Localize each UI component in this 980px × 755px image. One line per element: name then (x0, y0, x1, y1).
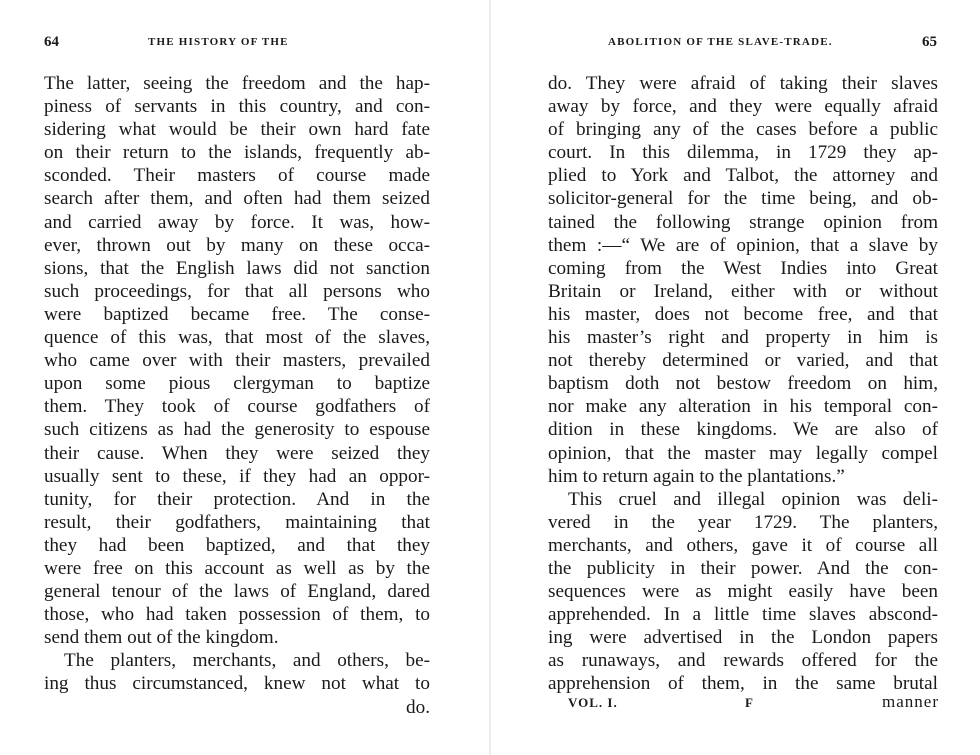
text-line: ing thus circumstanced, knew not what to (44, 673, 430, 695)
text-line: his master, does not become free, and that (548, 303, 938, 325)
text-line: they had been baptized, and that they (44, 534, 430, 556)
text-line: his master’s right and property in him is (548, 327, 938, 349)
text-line: who came over with their masters, prevailed (44, 350, 430, 372)
text-line: do. They were afraid of taking their slaves (548, 73, 938, 94)
text-line: piness of servants in this country, and con- (44, 96, 430, 118)
text-line: sconded. Their masters of course made (44, 165, 430, 187)
text-line: him to return again to the plantations.” (548, 465, 845, 487)
text-line: coming from the West Indies into Great (548, 257, 938, 279)
text-line: away by force, and they were equally afraid (548, 96, 938, 118)
text-line: Britain or Ireland, either with or without (548, 280, 938, 302)
text-line: plied to York and Talbot, the attorney and (548, 165, 938, 187)
text-line: them. They took of course godfathers of (44, 396, 430, 418)
text-line: baptism doth not bestow freedom on him, (548, 373, 938, 395)
text-line: on their return to the islands, frequently ab- (44, 142, 430, 164)
text-line: upon some pious clergyman to baptize (44, 373, 430, 395)
text-line: solicitor-general for the time being, and ob- (548, 188, 938, 210)
page-number-right: 65 (922, 34, 937, 50)
text-line: result, their godfathers, maintaining that (44, 511, 430, 533)
text-line: the publicity in their power. And the con- (548, 557, 938, 579)
text-line: merchants, and others, gave it of course all (548, 534, 938, 556)
text-line: court. In this dilemma, in 1729 they ap- (548, 142, 938, 164)
text-line: them :—“ We are of opinion, that a slave by (548, 234, 938, 256)
page-number-left: 64 (44, 34, 59, 50)
text-line: were baptized became free. The conse- (44, 303, 430, 325)
text-line: and carried away by force. It was, how- (44, 211, 430, 233)
body-text-left (44, 72, 430, 719)
catchword-left: do. (406, 696, 430, 718)
text-line: The planters, merchants, and others, be- (64, 650, 430, 672)
text-line: of bringing any of the cases before a public (548, 119, 938, 141)
text-line: tained the following strange opinion from (548, 211, 938, 233)
text-line: such citizens as had the generosity to espouse (44, 419, 430, 441)
signature-mark: F (745, 695, 754, 710)
running-head-left: THE HISTORY OF THE (148, 36, 289, 48)
text-line: apprehension of them, in the same brutal (548, 673, 938, 695)
text-line: nor make any alteration in his temporal con- (548, 396, 938, 418)
text-line: search after them, and often had them seized (44, 188, 430, 210)
text-line: sidering what would be their own hard fate (44, 119, 430, 141)
text-line: opinion, that the master may legally compel (548, 442, 938, 464)
text-line: ever, thrown out by many on these occa- (44, 234, 430, 256)
text-line: those, who had taken possession of them, to (44, 604, 430, 626)
text-line: sequences were as might easily have been (548, 581, 938, 603)
text-line: dition in these kingdoms. We are also of (548, 419, 938, 441)
text-line: such proceedings, for that all persons who (44, 280, 430, 302)
text-line: general tenour of the laws of England, dared (44, 581, 430, 603)
body-text-right (548, 72, 938, 696)
text-line: usually sent to these, if they had an oppor- (44, 465, 430, 487)
text-line: sions, that the English laws did not sanction (44, 257, 430, 279)
text-line: This cruel and illegal opinion was deli- (568, 488, 938, 510)
text-line: ing were advertised in the London papers (548, 627, 938, 649)
text-line: apprehended. In a little time slaves abscond- (548, 604, 938, 626)
text-line: The latter, seeing the freedom and the hap- (44, 73, 430, 94)
text-line: tunity, for their protection. And in the (44, 488, 430, 510)
text-line: vered in the year 1729. The planters, (548, 511, 938, 533)
running-head-right: ABOLITION OF THE SLAVE-TRADE. (608, 36, 833, 48)
volume-mark: VOL. I. (568, 695, 618, 710)
text-line: send them out of the kingdom. (44, 627, 279, 649)
right-page (490, 0, 980, 755)
text-line: were free on this account as well as by the (44, 557, 430, 579)
text-line: their cause. When they were seized they (44, 442, 430, 464)
text-line: quence of this was, that most of the slaves, (44, 327, 430, 349)
text-line: as runaways, and rewards offered for the (548, 650, 938, 672)
catchword-right: manner (882, 692, 939, 711)
text-line: not thereby determined or varied, and that (548, 350, 938, 372)
